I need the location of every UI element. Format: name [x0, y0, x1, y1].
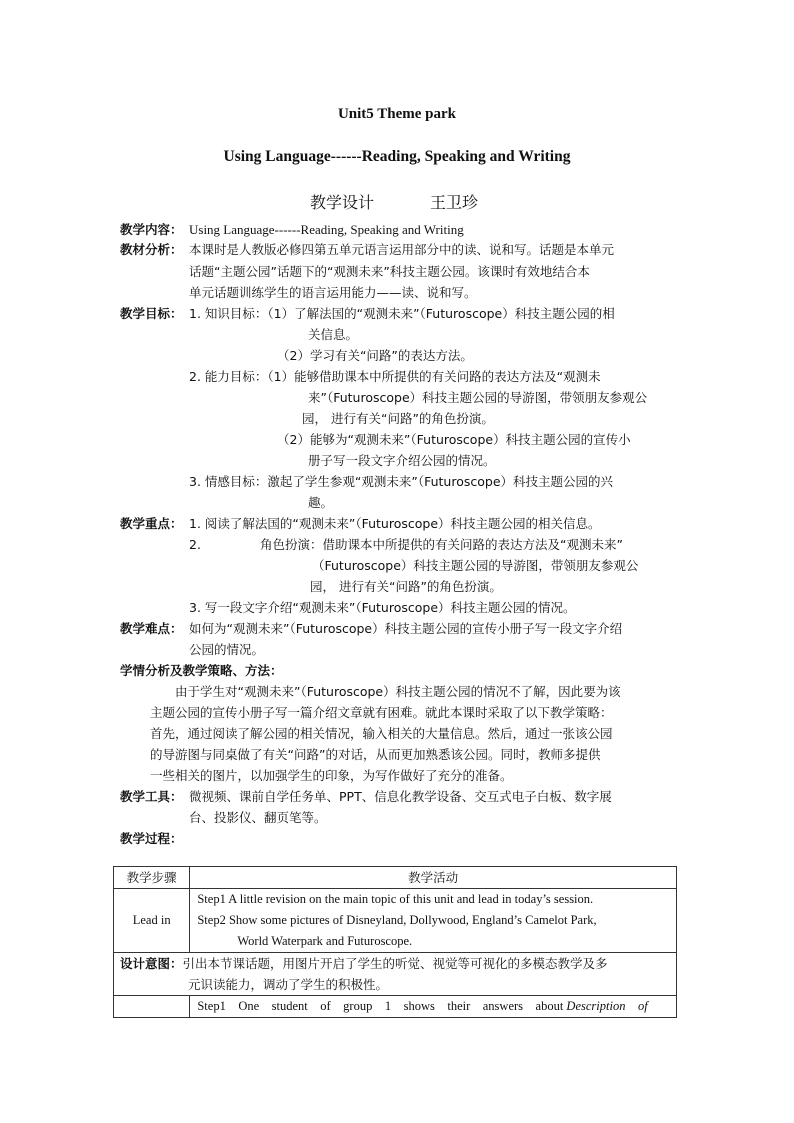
activity-line: Step2 Show some pictures of Disneyland, Dollywood, England’s Camelot Park, [197, 913, 597, 927]
objective-line: 趣。 [308, 495, 334, 510]
difficulty-line: 如何为“观测未来”（Futuroscope）科技主题公园的宣传小册子写一段文字介绍 [189, 621, 623, 636]
key-point-line: （Futuroscope）科技主题公园的导游图，带领朋友参观公 [312, 558, 639, 573]
activity-cell [190, 996, 677, 1018]
objective-line: （2）能够为“观测未来”（Futuroscope）科技主题公园的宣传小 [277, 432, 631, 447]
objective-line: 册子写一段文字介绍公园的情况。 [308, 453, 496, 468]
design-intent-label: 设计意图： [120, 956, 183, 971]
process-label: 教学过程： [120, 831, 183, 846]
strategy-line: 首先，通过阅读了解公园的相关情况，输入相关的大量信息。然后，通过一张该公园 [150, 726, 613, 741]
key-point-line: 2. [189, 537, 201, 552]
key-point-line: 1. 阅读了解法国的“观测未来”（Futuroscope）科技主题公园的相关信息。 [189, 516, 601, 531]
objective-line: 关信息。 [308, 327, 359, 342]
unit-title: Unit5 Theme park [337, 106, 457, 122]
step-lead-in: Lead in [114, 889, 190, 953]
objectives-label: 教学目标： [120, 306, 183, 321]
strategy-line: 的导游图与同桌做了有关“问路”的对话，从而更加熟悉该公园。同时，教师多提供 [150, 747, 601, 762]
difficulty-label: 教学难点： [120, 621, 183, 636]
objective-line: 来”（Futuroscope）科技主题公园的导游图，带领朋友参观公 [308, 390, 648, 405]
process-table [113, 866, 677, 1018]
table-row [114, 889, 677, 953]
objective-line: 3. 情感目标：激起了学生参观“观测未来”（Futuroscope）科技主题公园的兴 [189, 474, 614, 489]
objective-line: 1. 知识目标：（1）了解法国的“观测未来”（Futuroscope）科技主题公园的相 [189, 306, 615, 321]
key-point-line: 3. 写一段文字介绍“观测未来”（Futuroscope）科技主题公园的情况。 [189, 600, 576, 615]
key-points-label: 教学重点： [120, 516, 183, 531]
activity-cell [190, 889, 677, 953]
design-intent-line: 引出本节课话题，用图片开启了学生的听觉、视觉等可视化的多模态教学及多 [182, 956, 608, 971]
key-point-line: 园， 进行有关“问路”的角色扮演。 [310, 579, 502, 594]
header-activity: 教学活动 [190, 867, 677, 889]
tools-label: 教学工具： [120, 789, 183, 804]
author-name: 王卫珍 [430, 193, 479, 212]
design-intent-line: 元识读能力，调动了学生的积极性。 [188, 977, 389, 992]
objective-line: 园， 进行有关“问路”的角色扮演。 [302, 411, 494, 426]
objective-line: 2. 能力目标：（1）能够借助课本中所提供的有关问路的表达方法及“观测未 [189, 369, 601, 384]
analysis-line: 本课时是人教版必修四第五单元语言运用部分中的读、说和写。话题是本单元 [189, 242, 615, 257]
analysis-label: 教材分析： [120, 242, 183, 257]
tools-line: 台、投影仪、翻页笔等。 [189, 810, 327, 825]
activity-line: Step1 One student of group 1 shows their answers about [197, 999, 564, 1013]
activity-line-italic: Description of [566, 999, 648, 1013]
key-point-line: 角色扮演：借助课本中所提供的有关问路的表达方法及“观测未来” [260, 537, 623, 552]
content-text: Using Language------Reading, Speaking and Writing [189, 222, 464, 237]
strategy-line: 主题公园的宣传小册子写一篇介绍文章就有困难。就此本课时采取了以下教学策略： [150, 705, 613, 720]
analysis-line: 单元话题训练学生的语言运用能力——读、说和写。 [189, 285, 477, 300]
header-step: 教学步骤 [114, 867, 190, 889]
analysis-line: 话题“主题公园”话题下的“观测未来”科技主题公园。该课时有效地结合本 [189, 264, 590, 279]
content-label: 教学内容： [120, 222, 183, 237]
objective-line: （2）学习有关“问路”的表达方法。 [277, 348, 473, 363]
design-intent-row [114, 953, 677, 996]
tools-line: 微视频、课前自学任务单、PPT、信息化教学设备、交互式电子白板、数字展 [189, 789, 612, 804]
table-header-row [114, 867, 677, 889]
design-intent-cell [114, 953, 677, 996]
activity-line: Step1 A little revision on the main topic of this unit and lead in today’s session. [197, 892, 594, 906]
table-row [114, 996, 677, 1018]
lesson-title: Using Language------Reading, Speaking and Writing [223, 148, 571, 165]
step-cell-empty [114, 996, 190, 1018]
strategy-label: 学情分析及教学策略、方法： [120, 663, 283, 678]
difficulty-line: 公园的情况。 [189, 642, 265, 657]
strategy-line: 由于学生对“观测未来”（Futuroscope）科技主题公园的情况不了解，因此要为该 [175, 684, 621, 699]
design-label: 教学设计 [310, 193, 375, 212]
activity-line: World Waterpark and Futuroscope. [237, 934, 413, 948]
strategy-line: 一些相关的图片，以加强学生的印象，为写作做好了充分的准备。 [150, 768, 513, 783]
